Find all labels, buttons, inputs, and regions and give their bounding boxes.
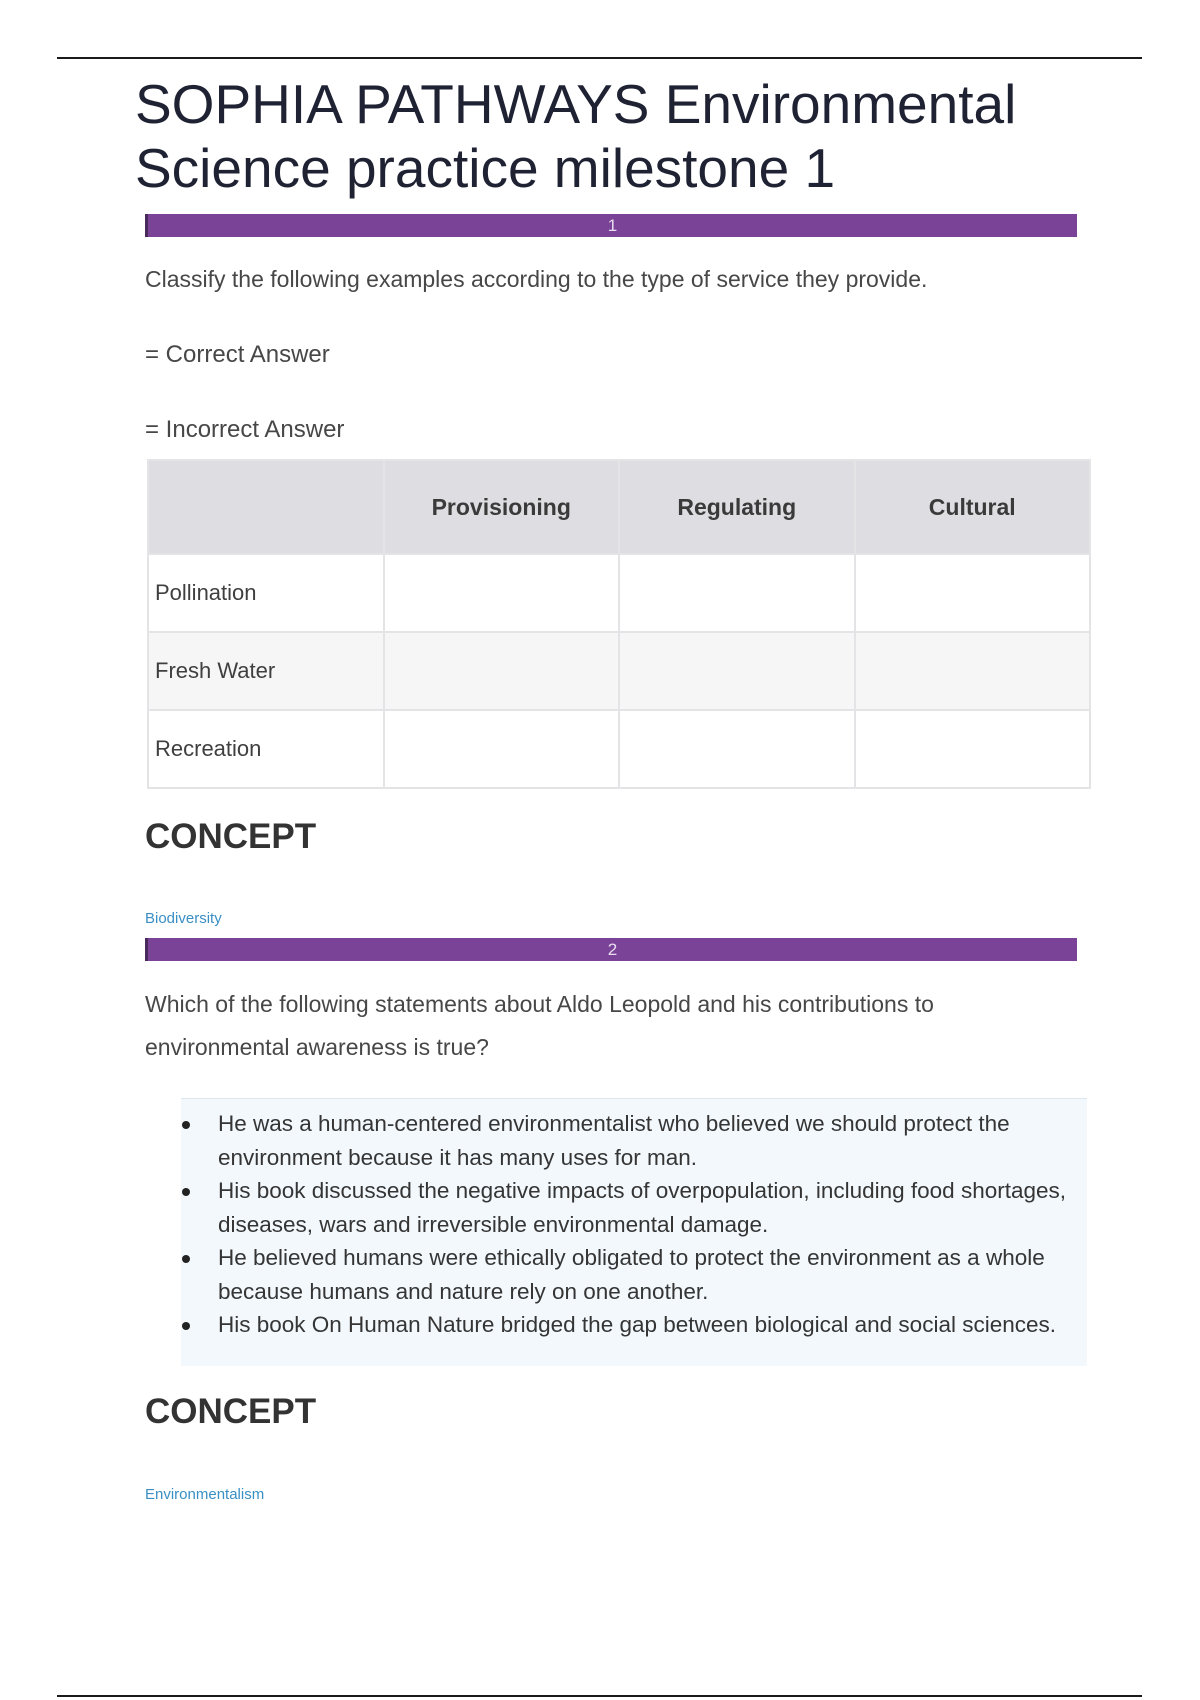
header-blank [148, 460, 384, 554]
bullet-icon [182, 1121, 190, 1129]
question-2-bar: 2 [145, 938, 1077, 961]
bullet-icon [182, 1188, 190, 1196]
answer-cell[interactable] [855, 554, 1091, 632]
answer-cell[interactable] [619, 632, 855, 710]
answer-cell[interactable] [384, 554, 620, 632]
answer-option[interactable] [218, 1174, 1087, 1241]
concept-link-environmentalism[interactable]: Environmentalism [145, 1486, 265, 1503]
answer-option[interactable] [218, 1308, 1087, 1342]
answer-cell[interactable] [619, 554, 855, 632]
answer-choices [181, 1098, 1087, 1366]
answer-option-text: He believed humans were ethically obligated to protect the environment as a whole because humans and nature rely on one another. [218, 1245, 1045, 1304]
question-1-bar: 1 [145, 214, 1077, 237]
row-label-fresh-water: Fresh Water [148, 632, 384, 710]
classification-table [147, 459, 1091, 789]
table-row [148, 710, 1090, 788]
bullet-icon [182, 1322, 190, 1330]
answer-cell[interactable] [855, 632, 1091, 710]
question-2-prompt: Which of the following statements about Aldo Leopold and his contributions to environmental awareness is true? [145, 991, 934, 1060]
legend-correct: = Correct Answer [145, 341, 330, 368]
answer-option[interactable] [218, 1107, 1087, 1174]
bullet-icon [182, 1255, 190, 1263]
answer-cell[interactable] [855, 710, 1091, 788]
header-provisioning: Provisioning [384, 460, 620, 554]
table-row [148, 554, 1090, 632]
answer-option-text: His book discussed the negative impacts of overpopulation, including food shortages, diseases, wars and irreversible environmental damage. [218, 1178, 1067, 1237]
answer-cell[interactable] [619, 710, 855, 788]
answer-cell[interactable] [384, 710, 620, 788]
header-regulating: Regulating [619, 460, 855, 554]
answer-option[interactable] [218, 1241, 1087, 1308]
answer-option-text: He was a human-centered environmentalist who believed we should protect the environment because it has many uses for man. [218, 1111, 1010, 1170]
concept-heading-2: CONCEPT [145, 1392, 317, 1431]
concept-heading-1: CONCEPT [145, 817, 317, 856]
header-cultural: Cultural [855, 460, 1091, 554]
row-label-pollination: Pollination [148, 554, 384, 632]
row-label-recreation: Recreation [148, 710, 384, 788]
table-row [148, 632, 1090, 710]
legend-incorrect: = Incorrect Answer [145, 416, 345, 443]
bottom-rule [57, 1695, 1142, 1697]
question-1-prompt: Classify the following examples according to the type of service they provide. [145, 266, 928, 292]
concept-link-biodiversity[interactable]: Biodiversity [145, 910, 222, 927]
page-title: SOPHIA PATHWAYS Environmental Science practice milestone 1 [135, 73, 1017, 199]
answer-cell[interactable] [384, 632, 620, 710]
table-header-row [148, 460, 1090, 554]
top-rule [57, 57, 1142, 59]
answer-option-text: His book On Human Nature bridged the gap between biological and social sciences. [218, 1312, 1056, 1337]
